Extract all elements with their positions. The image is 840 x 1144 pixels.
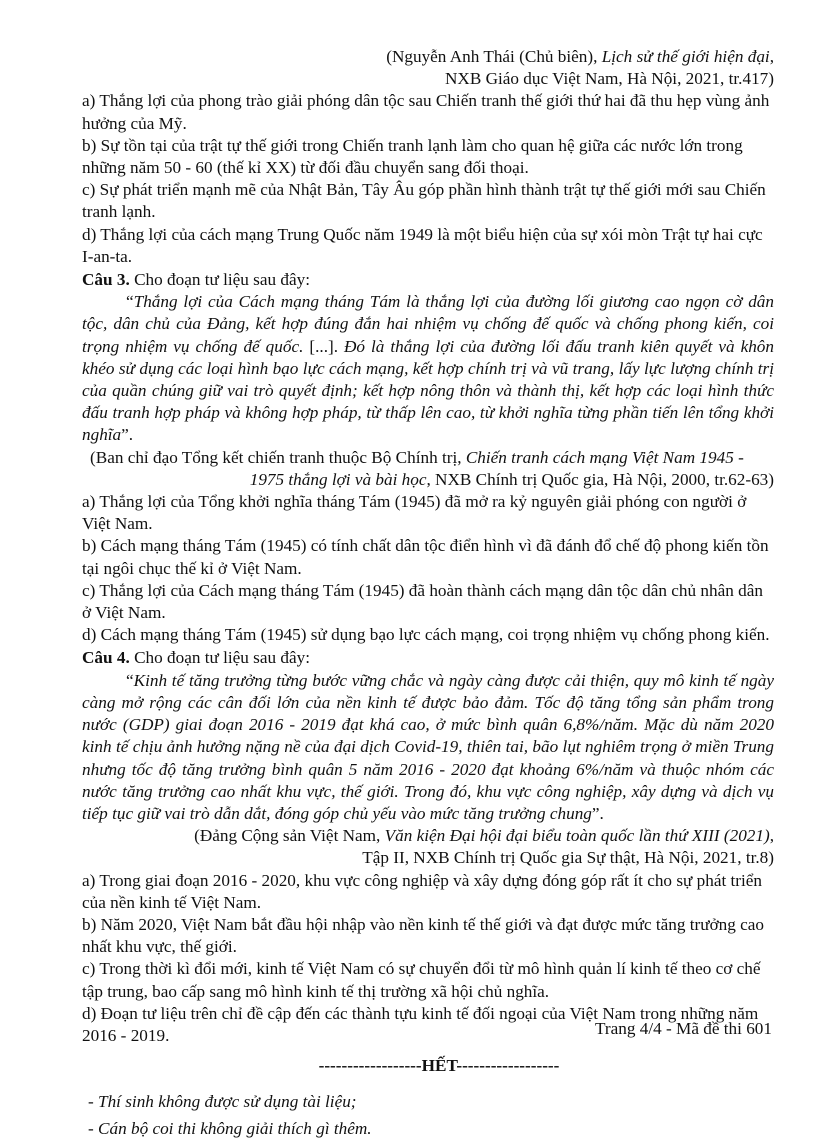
source-line (82, 46, 774, 68)
source-publisher: , NXB Chính trị Quốc gia, Hà Nội, 2000, tr.62-63) (426, 469, 774, 489)
option-a: a) Trong giai đoạn 2016 - 2020, khu vực công nghiệp và xây dựng đóng góp rất ít cho sự phát triển của nền kinh tế Việt Nam. (82, 870, 763, 912)
source-title: 1975 thắng lợi và bài học (249, 469, 427, 489)
option-c: c) Trong thời kì đổi mới, kinh tế Việt Nam có sự chuyển đổi từ mô hình quản lí kinh tế theo cơ chế tập trung, bao cấp sang mô hình kinh tế thị trường xã hội chủ nghĩa. (82, 959, 761, 1001)
option-d: d) Đoạn tư liệu trên chỉ đề cập đến các thành tựu kinh tế đối ngoại của Việt Nam trong những năm 2016 - 2019. (82, 1003, 759, 1045)
quote-text: Thắng lợi của Cách mạng tháng Tám là thắng lợi của đường lối giương cao ngọn cờ dân tộc, dân chủ của Đảng, kết hợp đúng đắn hai nhiệm vụ chống đế quốc và chống phong kiến, coi trọng nhiệm vụ chống đế quốc. (82, 292, 774, 356)
prev-question-options (82, 90, 774, 268)
option-c: c) Sự phát triển mạnh mẽ của Nhật Bản, Tây Âu góp phần hình thành trật tự thế giới mới sau Chiến tranh lạnh. (82, 180, 766, 222)
question-intro: Cho đoạn tư liệu sau đây: (129, 648, 310, 668)
question-label: Câu 4. (82, 648, 130, 668)
source-title: Văn kiện Đại hội đại biểu toàn quốc lần thứ XIII (2021) (384, 826, 770, 846)
option-d: d) Thắng lợi của cách mạng Trung Quốc năm 1949 là một biểu hiện của sự xói mòn Trật tự hai cực I-an-ta. (82, 224, 763, 266)
source-line (82, 825, 774, 847)
exam-page (82, 46, 774, 1144)
quote-block (82, 291, 774, 446)
source-title: Lịch sử thế giới hiện đại (601, 47, 770, 66)
option-a: a) Thắng lợi của phong trào giải phóng dân tộc sau Chiến tranh thế giới thứ hai đã thu hẹp vùng ảnh hưởng của Mỹ. (82, 91, 770, 133)
quote-mark: ”. (121, 425, 134, 445)
question-intro: Cho đoạn tư liệu sau đây: (129, 270, 310, 290)
option-c: c) Thắng lợi của Cách mạng tháng Tám (1945) đã hoàn thành cách mạng dân tộc dân chủ nhân dân ở Việt Nam. (82, 580, 763, 623)
question-label: Câu 3. (82, 270, 130, 290)
question-3 (82, 269, 774, 646)
quote-mark: ”. (591, 803, 604, 823)
option-b: b) Sự tồn tại của trật tự thế giới trong Chiến tranh lạnh làm cho quan hệ giữa các nước lớn trong những năm 50 - 60 (thế kỉ XX) từ đối đầu chuyển sang đối thoại. (82, 135, 743, 178)
prev-question-source (82, 46, 774, 90)
quote-ellipsis: [...]. (303, 336, 345, 356)
note-no-materials: - Thí sinh không được sử dụng tài liệu; (88, 1092, 357, 1112)
question-4 (82, 647, 774, 1047)
source-author: (Nguyễn Anh Thái (Chủ biên), (386, 47, 602, 66)
source-line (82, 447, 774, 469)
option-d: d) Cách mạng tháng Tám (1945) sử dụng bạo lực cách mạng, coi trọng nhiệm vụ chống phong kiến. (82, 625, 770, 645)
source-publisher: Tập II, NXB Chính trị Quốc gia Sự thật, Hà Nội, 2021, tr.8) (362, 848, 774, 868)
exam-notes (82, 1091, 774, 1139)
source-punct: , (769, 826, 774, 846)
source-author: (Đảng Cộng sản Việt Nam, (194, 826, 385, 846)
quote-text: Đó là thắng lợi của đường lối đấu tranh kiên quyết và khôn khéo sử dụng các loại hình bạo lực cách mạng, kết hợp chính trị và vũ trang, lấy lực lượng chính trị của quần chúng giữ vai trò quyết định; kết hợp nông thôn và thành thị, kết hợp các loại hình thức đấu tranh hợp pháp và không hợp pháp, từ thấp lên cao, từ khởi nghĩa từng phần tiến lên tổng khởi nghĩa (82, 336, 774, 445)
quote-mark: “ (126, 292, 134, 312)
note-no-explanation: - Cán bộ coi thi không giải thích gì thêm. (88, 1118, 372, 1138)
source-line (82, 469, 774, 491)
question-heading (82, 269, 774, 291)
option-b: b) Năm 2020, Việt Nam bắt đầu hội nhập vào nền kinh tế thế giới và đạt được mức tăng trưởng cao nhất khu vực, thế giới. (82, 914, 764, 957)
source-author: (Ban chỉ đạo Tổng kết chiến tranh thuộc Bộ Chính trị, (90, 447, 466, 467)
page-footer: Trang 4/4 - Mã đề thi 601 (595, 1019, 772, 1038)
quote-text: Kinh tế tăng trưởng từng bước vững chắc và ngày càng được cải thiện, quy mô kinh tế ngày càng mở rộng các cân đối lớn của nền kinh tế được bảo đảm. Tốc độ tăng tổng sản phẩm trong nước (GDP) giai đoạn 2016 - 2019 đạt khá cao, ở mức bình quân 6,8%/năm. Mặc dù năm 2020 kinh tế chịu ảnh hưởng nặng nề của đại dịch Covid-19, thiên tai, bão lụt nghiêm trọng ở miền Trung nhưng tốc độ tăng trưởng bình quân 5 năm 2016 - 2020 đạt khoảng 6%/năm và thuộc nhóm các nước tăng trưởng cao nhất khu vực, thế giới. Trong đó, khu vực công nghiệp, xây dựng và dịch vụ tiếp tục giữ vai trò dẫn dắt, đóng góp chủ yếu vào mức tăng trưởng chung (82, 670, 774, 823)
option-b: b) Cách mạng tháng Tám (1945) có tính chất dân tộc điển hình vì đã đánh đổ chế độ phong kiến tồn tại ngôi chục thế kỉ ở Việt Nam. (82, 536, 769, 578)
end-marker: ------------------HẾT------------------ (318, 1056, 560, 1076)
option-a: a) Thắng lợi của Tổng khởi nghĩa tháng Tám (1945) đã mở ra kỷ nguyên giải phóng con người ở Việt Nam. (82, 492, 747, 534)
question-heading (82, 647, 774, 669)
quote-mark: “ (126, 670, 134, 690)
source-publisher: NXB Giáo dục Việt Nam, Hà Nội, 2021, tr.417) (445, 69, 774, 89)
quote-block (82, 670, 774, 825)
source-title: Chiến tranh cách mạng Việt Nam 1945 - (465, 447, 744, 467)
source-punct: , (769, 47, 774, 66)
